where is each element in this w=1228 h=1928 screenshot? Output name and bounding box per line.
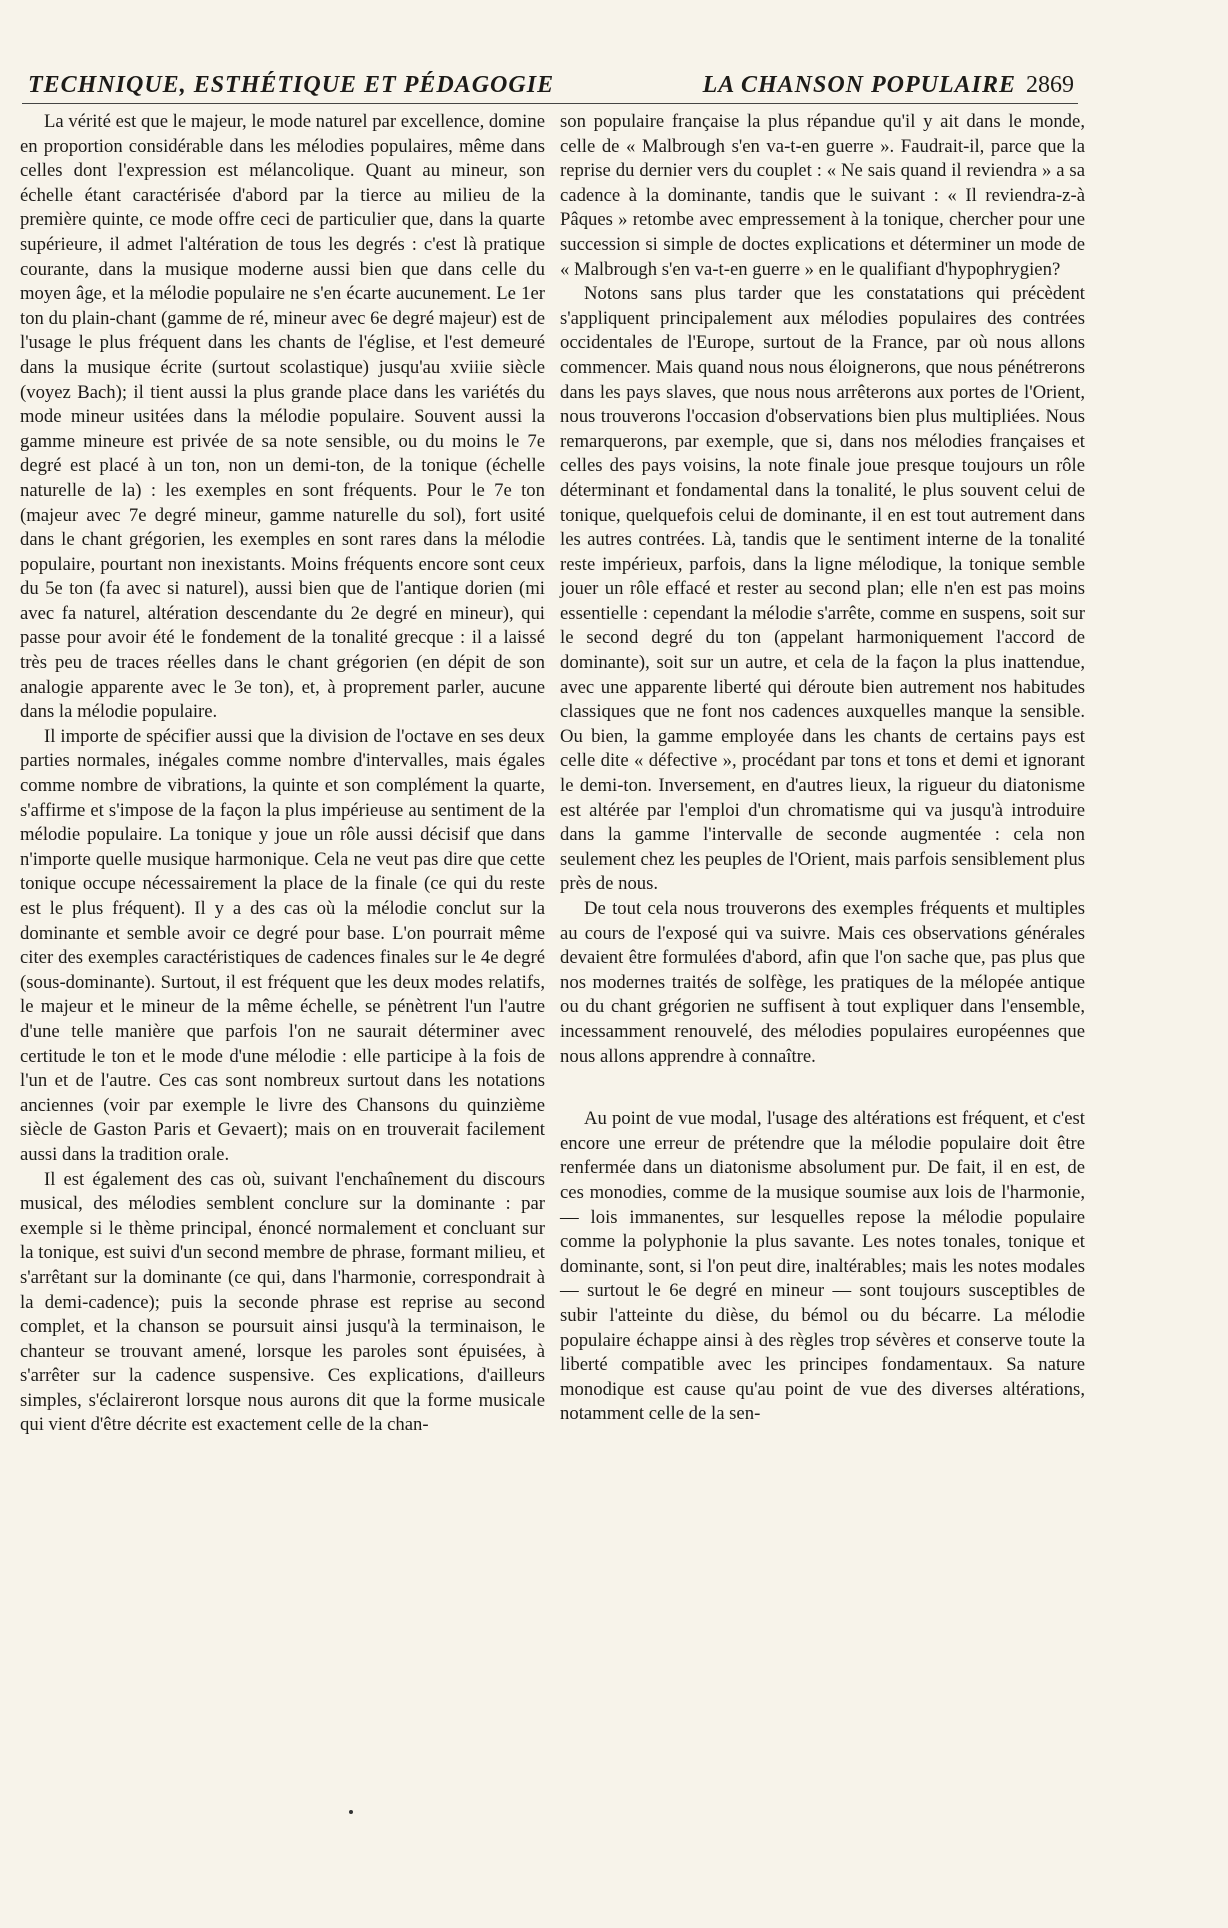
paragraph: Il importe de spécifier aussi que la division de l'octave en ses deux parties normales, inégales comme nombre d'intervalles, mais égales comme nombre de vibrations, la quinte et son complément la quarte, s'affirme et s'impose de la façon la plus impérieuse au sentiment de la mélodie populaire. La tonique y joue un rôle aussi décisif que dans n'importe quelle musique harmonique. Cela ne veut pas dire que cette tonique occupe nécessairement la place de la finale (ce qui du reste est le plus fréquent). Il y a des cas où la mélodie conclut sur la dominante et semble avoir ce degré pour base. L'on pourrait même citer des exemples caractéristiques de cadences finales sur le 4e degré (sous-dominante). Surtout, il est fréquent que les deux modes relatifs, le majeur et le mineur de la même échelle, se pénètrent l'un l'autre d'une telle manière que parfois l'on ne saurait déterminer avec certitude le ton et le mode d'une mélodie : elle participe à la fois de l'un et de l'autre. Ces cas sont nombreux surtout dans les notations anciennes (voir par exemple le livre des Chansons du quinzième siècle de Gaston Paris et Gevaert); mais on en trouverait facilement aussi dans la tradition orale.	[20, 725, 545, 1165]
paragraph: Au point de vue modal, l'usage des altérations est fréquent, et c'est encore une erreur de prétendre que la mélodie populaire doit être renfermée dans un diatonisme absolument pur. De fait, il en est, de ces monodies, comme de la musique soumise aux lois de l'harmonie, — lois immanentes, sur lesquelles repose la mélodie populaire comme la polyphonie la plus savante. Les notes tonales, tonique et dominante, sont, si l'on peut dire, inaltérables; mais les notes modales — surtout le 6e degré en mineur — sont toujours susceptibles de subir l'atteinte du dièse, du bémol ou du bécarre. La mélodie populaire échappe ainsi à des règles trop sévères et conserve toute la liberté compatible avec les principes fondamentaux. Sa nature monodique est cause qu'au point de vue des diverses altérations, notamment celle de la sen-	[560, 1108, 1085, 1425]
left-column	[20, 110, 545, 1438]
paragraph: Notons sans plus tarder que les constatations qui précèdent s'appliquent principalement aux mélodies populaires des contrées occidentales de l'Europe, surtout de la France, par où nous allons commencer. Mais quand nous nous éloignerons, que nous pénétrerons dans les pays slaves, que nous nous arrêterons aux portes de l'Orient, nous trouverons l'occasion d'observations bien plus multipliées. Nous remarquerons, par exemple, que si, dans nos mélodies françaises et celles des pays voisins, la note finale joue presque toujours un rôle déterminant et fondamental dans la tonalité, le plus souvent celui de tonique, quelquefois celui de dominante, il en est tout autrement dans les autres contrées. Là, tandis que le sentiment interne de la tonalité reste impérieux, parfois, dans la ligne mélodique, la tonique semble jouer un rôle effacé et rester au second plan; elle n'en est pas moins essentielle : cependant la mélodie s'arrête, comme en suspens, soit sur le second degré du ton (appelant harmoniquement l'accord de dominante), soit sur un autre, et cela de la façon la plus inattendue, avec une apparente liberté qui déroute bien autrement nos habitudes classiques que ne font nos cadences auxquelles manque la sensible. Ou bien, la gamme employée dans les chants de certains pays est celle dite « défective », procédant par tons et tons et demi et ignorant le demi-ton. Inversement, en d'autres lieux, la rigueur du diatonisme est altérée par l'emploi d'un chromatisme qui va jusqu'à introduire dans la gamme l'intervalle de seconde augmentée : cela non seulement chez les peuples de l'Orient, mais parfois sensiblement plus près de nous.	[560, 283, 1085, 895]
page-number: 2869	[1026, 72, 1074, 98]
footer-dot	[349, 1810, 353, 1814]
running-header	[28, 72, 1074, 100]
right-column	[560, 110, 1085, 1427]
header-rule	[22, 103, 1078, 104]
paragraph: Il est également des cas où, suivant l'enchaînement du discours musical, des mélodies semblent conclure sur la dominante : par exemple si le thème principal, énoncé normalement et concluant sur la tonique, est suivi d'un second membre de phrase, formant milieu, et s'arrêtant sur la dominante (ce qui, dans l'harmonie, correspondrait à la demi-cadence); puis la seconde phrase est reprise au second complet, et la chanson se poursuit ainsi jusqu'à la terminaison, le chanteur se trouvant amené, lorsque les paroles sont épuisées, à s'arrêter sur la cadence suspensive. Ces explications, d'ailleurs simples, s'éclaireront lorsque nous aurons dit que la forme musicale qui vient d'être décrite est exactement celle de la chan-	[20, 1168, 545, 1436]
paragraph: son populaire française la plus répandue qu'il y ait dans le monde, celle de « Malbrough s'en va-t-en guerre ». Faudrait-il, parce que la reprise du dernier vers du couplet : « Ne sais quand il reviendra » a sa cadence à la dominante, tandis que le suivant : « Il reviendra-z-à Pâques » retombe avec empressement à la tonique, chercher pour une succession si simple de doctes explications et déterminer un mode de « Malbrough s'en va-t-en guerre » en le qualifiant d'hypophrygien?	[560, 111, 1085, 280]
header-right-title	[703, 72, 1074, 99]
paragraph: La vérité est que le majeur, le mode naturel par excellence, domine en proportion considérable dans les mélodies populaires, même dans celles dont l'expression est mélancolique. Quant au mineur, son échelle étant caractérisée d'abord par la tierce au milieu de la première quinte, ce mode offre ceci de particulier que, dans la quarte supérieure, il admet l'altération de tous les degrés : c'est là pratique courante, dans la musique moderne aussi bien que dans celle du moyen âge, et la mélodie populaire ne s'en écarte aucunement. Le 1er ton du plain-chant (gamme de ré, mineur avec 6e degré majeur) est de l'usage le plus fréquent dans les chants de l'église, et l'est demeuré dans la musique écrite (surtout scolastique) jusqu'au xviiie siècle (voyez Bach); il tient aussi la plus grande place dans les variétés du mode mineur usitées dans la mélodie populaire. Souvent aussi la gamme mineure est privée de sa note sensible, ou du moins le 7e degré est placé à un ton, non un demi-ton, de la tonique (échelle naturelle de la) : les exemples en sont fréquents. Pour le 7e ton (majeur avec 7e degré mineur, gamme naturelle du sol), fort usité dans le chant grégorien, les exemples en sont rares dans la mélodie populaire, pourtant non inexistants. Moins fréquents encore sont ceux du 5e ton (fa avec si naturel), aussi bien que de l'antique dorien (mi avec fa naturel, altération descendante du 2e degré en mineur), qui passe pour avoir été le fondement de la tonalité grecque : il a laissé très peu de traces réelles dans le chant grégorien (en dépit de son analogie apparente avec le 3e ton), et, à proprement parler, aucune dans la mélodie populaire.	[20, 111, 545, 723]
header-left-title: TECHNIQUE, ESTHÉTIQUE ET PÉDAGOGIE	[28, 72, 555, 98]
header-right-text: LA CHANSON POPULAIRE	[702, 72, 1016, 98]
paragraph: De tout cela nous trouverons des exemples fréquents et multiples au cours de l'exposé qui va suivre. Mais ces observations générales devaient être formulées d'abord, afin que l'on sache que, pas plus que nos modernes traités de solfège, les pratiques de la mélopée antique ou du chant grégorien ne suffisent à tout expliquer dans l'ensemble, incessamment renouvelé, des mélodies populaires européennes que nous allons apprendre à connaître.	[560, 898, 1085, 1067]
